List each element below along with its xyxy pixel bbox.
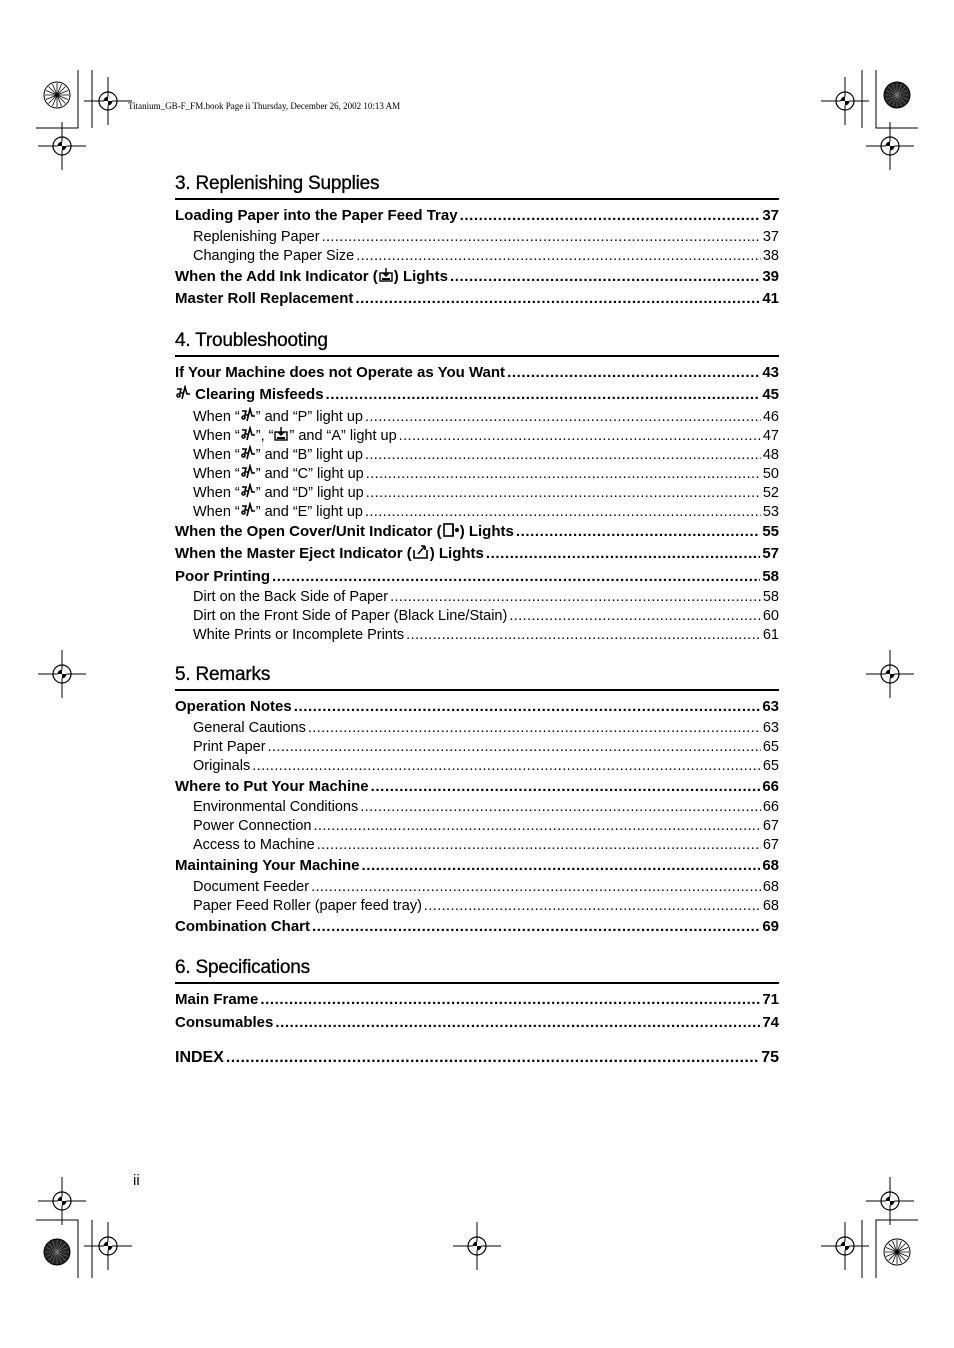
entry-text: Originals <box>193 757 251 774</box>
entry-text: Print Paper <box>193 738 266 755</box>
dot-leader <box>366 484 761 503</box>
toc-subentry[interactable] <box>175 502 779 521</box>
entry-text: If Your Machine does not Operate as You Want <box>175 363 506 381</box>
toc-entry-label <box>175 362 505 385</box>
toc-entry-label <box>175 1012 273 1035</box>
entry-text: ) Lights <box>429 545 484 562</box>
dot-leader <box>390 588 761 607</box>
entry-text: Paper Feed Roller (paper feed tray) <box>193 897 422 914</box>
page-ref: 37 <box>762 228 779 245</box>
toc-subentry[interactable] <box>175 878 779 897</box>
dot-leader <box>268 738 761 757</box>
page-ref: 45 <box>762 386 779 403</box>
toc-subentry[interactable] <box>175 407 779 426</box>
entry-text: When “ <box>193 484 240 501</box>
toc-subentry[interactable] <box>175 719 779 738</box>
dot-leader <box>317 836 761 855</box>
page-ref: 68 <box>762 857 779 874</box>
page-ref: 71 <box>762 991 779 1008</box>
toc-entry-label <box>175 855 359 878</box>
toc-entry[interactable] <box>175 696 779 719</box>
toc-subentry[interactable] <box>175 798 779 817</box>
page-ref: 39 <box>762 267 779 285</box>
page-ref: 74 <box>762 1013 779 1031</box>
entry-text: Dirt on the Front Side of Paper (Black Line/Stain) <box>193 608 508 624</box>
entry-text: When “ <box>193 465 240 482</box>
toc-entry-label <box>175 205 458 228</box>
dot-leader <box>450 266 760 289</box>
page-ref: 58 <box>762 589 779 605</box>
toc-entry[interactable] <box>175 776 779 799</box>
cover-icon <box>442 522 460 546</box>
section-title: 6. Specifications <box>175 954 779 984</box>
toc-section <box>175 327 779 646</box>
entry-text: Consumables <box>175 1013 274 1031</box>
entry-text: Replenishing Paper <box>193 228 320 245</box>
toc-subentry[interactable] <box>175 464 779 483</box>
entry-text: ” and “P” light up <box>255 408 363 425</box>
toc-subentry[interactable] <box>175 247 779 266</box>
page-ref: 46 <box>762 408 779 425</box>
dot-leader <box>366 465 761 484</box>
entry-text: When the Open Cover/Unit Indicator ( <box>175 522 442 540</box>
page-ref: 47 <box>762 427 779 444</box>
toc-entry-label <box>175 916 310 939</box>
entry-text: Access to Machine <box>193 837 315 853</box>
dot-leader <box>516 521 760 544</box>
dot-leader <box>294 696 761 719</box>
toc-subentry[interactable] <box>175 817 779 836</box>
dot-leader <box>326 384 761 407</box>
dot-leader <box>509 607 761 626</box>
toc-entry-label <box>193 878 309 897</box>
dot-leader <box>365 408 761 427</box>
toc-entry-label <box>175 696 292 719</box>
dot-leader <box>356 247 761 266</box>
entry-text: When “ <box>193 427 240 444</box>
page-number: ii <box>133 1172 140 1189</box>
entry-text: When “ <box>193 408 240 425</box>
toc-subentry[interactable] <box>175 426 779 445</box>
dot-leader <box>272 566 760 589</box>
entry-text: ”, “ <box>255 427 274 444</box>
toc-entry-label <box>193 738 266 757</box>
page-ref: 38 <box>762 247 779 264</box>
dot-leader <box>308 719 761 738</box>
entry-text: Document Feeder <box>193 878 310 895</box>
table-of-contents <box>175 170 779 1070</box>
page-ref: 61 <box>762 627 779 643</box>
dot-leader <box>406 626 761 645</box>
misfeed-icon <box>175 385 191 409</box>
entry-text: When the Add Ink Indicator ( <box>175 267 378 285</box>
toc-subentry[interactable] <box>175 757 779 776</box>
page-ref: 41 <box>762 290 779 307</box>
entry-text: Power Connection <box>193 818 312 834</box>
dot-leader <box>252 757 761 776</box>
page-ref: 69 <box>762 917 779 935</box>
section-title: 3. Replenishing Supplies <box>175 170 779 200</box>
dot-leader <box>226 1046 759 1070</box>
dot-leader <box>260 989 760 1012</box>
page-ref: 58 <box>762 567 779 585</box>
dot-leader <box>360 798 761 817</box>
toc-entry-label <box>175 543 484 568</box>
toc-entry[interactable] <box>175 205 779 228</box>
toc-section <box>175 954 779 1034</box>
toc-section <box>175 661 779 938</box>
page-ref: 52 <box>762 484 779 501</box>
toc-entry-label <box>193 798 358 817</box>
entry-text: Maintaining Your Machine <box>175 857 360 874</box>
page-ref: 53 <box>762 503 779 520</box>
toc-entry[interactable] <box>175 855 779 878</box>
entry-text: ) Lights <box>459 522 514 540</box>
page-ref: 65 <box>762 738 779 755</box>
toc-subentry[interactable] <box>175 228 779 247</box>
dot-leader <box>399 427 761 446</box>
page-ref: 63 <box>762 698 779 715</box>
toc-entry-label <box>175 566 270 589</box>
entry-text: ” and “B” light up <box>255 446 363 463</box>
toc-entry-label <box>175 989 258 1012</box>
entry-text: General Cautions <box>193 719 306 736</box>
entry-text: ” and “A” light up <box>289 427 397 444</box>
entry-text: Operation Notes <box>175 698 292 715</box>
section-title: 5. Remarks <box>175 661 779 691</box>
entry-text: Poor Printing <box>175 567 270 585</box>
toc-entry-label <box>193 626 404 645</box>
toc-entry-label <box>193 719 306 738</box>
page-ref: 68 <box>762 897 779 914</box>
print-header-note: Titanium_GB-F_FM.book Page ii Thursday, December 26, 2002 10:13 AM <box>128 101 401 111</box>
toc-subentry[interactable] <box>175 483 779 502</box>
toc-entry[interactable] <box>175 384 779 407</box>
page-ref: 63 <box>762 719 779 736</box>
toc-entry[interactable] <box>175 521 779 544</box>
toc-entry-label <box>175 776 369 799</box>
dot-leader <box>371 776 761 799</box>
toc-entry-label <box>175 288 353 311</box>
toc-subentry[interactable] <box>175 588 779 607</box>
page-ref: 55 <box>762 522 779 540</box>
toc-entry-label <box>193 607 507 626</box>
dot-leader <box>486 543 760 566</box>
toc-subentry[interactable] <box>175 445 779 464</box>
toc-entry[interactable] <box>175 566 779 589</box>
page-ref: 68 <box>762 878 779 895</box>
entry-text: Dirt on the Back Side of Paper <box>193 589 389 605</box>
toc-entry-label <box>193 757 250 776</box>
entry-text: When “ <box>193 446 240 463</box>
toc-entry-label <box>193 228 320 247</box>
page-ref: 67 <box>762 818 779 834</box>
dot-leader <box>314 817 761 836</box>
toc-entry-label <box>193 588 388 607</box>
page-ref: 57 <box>762 545 779 562</box>
entry-text: Master Roll Replacement <box>175 290 354 307</box>
page-ref: 65 <box>762 757 779 774</box>
entry-text: When the Master Eject Indicator ( <box>175 545 412 562</box>
toc-entry-label <box>175 266 448 291</box>
toc-subentry[interactable] <box>175 607 779 626</box>
dot-leader <box>365 446 761 465</box>
toc-entry[interactable] <box>175 916 779 939</box>
entry-text: ) Lights <box>393 267 448 285</box>
dot-leader <box>365 503 761 522</box>
entry-text: Where to Put Your Machine <box>175 777 369 795</box>
dot-leader <box>312 916 760 939</box>
dot-leader <box>361 855 760 878</box>
toc-entry-label <box>193 247 354 266</box>
toc-entry-label <box>193 836 315 855</box>
page-ref: 75 <box>761 1049 779 1066</box>
toc-subentry[interactable] <box>175 738 779 757</box>
dot-leader <box>355 288 760 311</box>
page-ref: 48 <box>762 446 779 463</box>
ink-icon <box>378 267 394 291</box>
toc-entry[interactable] <box>175 989 779 1012</box>
page-ref: 60 <box>762 608 779 624</box>
toc-entry-label <box>175 384 324 409</box>
page-ref: 50 <box>762 465 779 482</box>
entry-text: ” and “D” light up <box>255 484 364 501</box>
entry-text: White Prints or Incomplete Prints <box>193 627 405 643</box>
toc-entry-label <box>193 897 422 916</box>
toc-entry[interactable] <box>175 266 779 289</box>
entry-text: ” and “C” light up <box>255 465 364 482</box>
page-ref: 67 <box>762 837 779 853</box>
dot-leader <box>424 897 761 916</box>
toc-entry-label <box>175 521 514 546</box>
entry-text: Clearing Misfeeds <box>191 386 324 403</box>
page-ref: 37 <box>762 207 779 224</box>
master-eject-icon <box>412 544 430 568</box>
entry-text: Main Frame <box>175 991 259 1008</box>
dot-leader <box>311 878 761 897</box>
dot-leader <box>507 362 760 385</box>
toc-entry[interactable] <box>175 1012 779 1035</box>
dot-leader <box>275 1012 760 1035</box>
toc-entry[interactable] <box>175 362 779 385</box>
entry-text: Environmental Conditions <box>193 799 359 815</box>
section-title: 4. Troubleshooting <box>175 327 779 357</box>
toc-subentry[interactable] <box>175 897 779 916</box>
toc-section <box>175 170 779 311</box>
toc-entry[interactable] <box>175 543 779 566</box>
page-ref: 66 <box>762 777 779 795</box>
dot-leader <box>460 205 761 228</box>
entry-text: When “ <box>193 503 240 520</box>
toc-index-entry[interactable] <box>175 1046 779 1070</box>
index-label: INDEX <box>175 1049 224 1066</box>
entry-text: Loading Paper into the Paper Feed Tray <box>175 207 458 224</box>
toc-entry-label <box>193 817 312 836</box>
page-ref: 66 <box>762 799 779 815</box>
toc-subentry[interactable] <box>175 626 779 645</box>
entry-text: Combination Chart <box>175 917 310 935</box>
entry-text: Changing the Paper Size <box>193 247 355 264</box>
dot-leader <box>322 228 761 247</box>
page-ref: 43 <box>762 363 779 381</box>
entry-text: ” and “E” light up <box>255 503 363 520</box>
toc-subentry[interactable] <box>175 836 779 855</box>
toc-entry[interactable] <box>175 288 779 311</box>
